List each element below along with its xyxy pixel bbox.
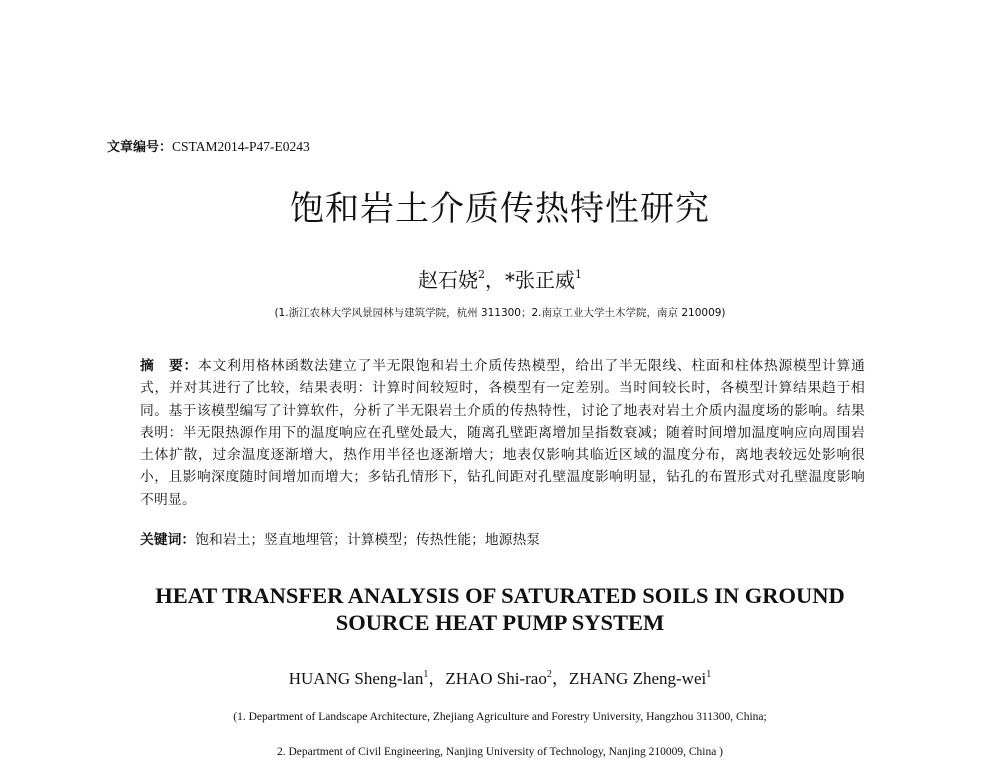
authors-chinese	[0, 262, 1000, 293]
article-number	[107, 136, 310, 155]
title-english	[0, 582, 1000, 636]
abstract-text: 本文利用格林函数法建立了半无限饱和岩土介质传热模型，给出了半无限线、柱面和柱体热源模型计算通式，并对其进行了比较，结果表明：计算时间较短时，各模型有一定差别。当时间较长时，各模型计算结果趋于相同。基于该模型编写了计算软件，分析了半无限岩土介质的传热特性，讨论了地表对岩土介质内温度场的影响。结果表明：半无限热源作用下的温度响应在孔壁处最大，随离孔壁距离增加呈指数衰减；随着时间增加温度响应向周围岩土体扩散，过余温度逐渐增大，热作用半径也逐渐增大；地表仅影响其临近区域的温度分布，离地表较远处影响很小，且影响深度随时间增加而增大；多钻孔情形下，钻孔间距对孔壁温度影响明显，钻孔的布置形式对孔壁温度影响不明显。	[140, 358, 865, 508]
author-en-1: HUANG Sheng-lan	[288, 669, 424, 688]
keywords-chinese	[140, 529, 865, 551]
author-cn-1: 赵石娆	[418, 268, 478, 292]
keywords-label: 关键词：	[140, 532, 196, 548]
author-cn-2: *张正威	[505, 268, 575, 292]
title-chinese: 饱和岩土介质传热特性研究	[290, 189, 710, 229]
article-number-label: 文章编号：	[107, 140, 173, 155]
authors-english	[0, 664, 1000, 690]
author-en-2: ZHAO Shi-rao	[445, 669, 547, 688]
keywords-text: 饱和岩土；竖直地埋管；计算模型；传热性能；地源热泵	[195, 532, 541, 548]
author-en-3-affil: 1	[706, 669, 712, 680]
affiliation-chinese: (1.浙江农林大学风景园林与建筑学院，杭州 311300；2.南京工业大学土木学院，南京 210009)	[274, 307, 726, 319]
author-en-separator-1: ，	[428, 669, 446, 688]
abstract-chinese	[140, 355, 865, 511]
author-cn-1-affil: 2	[478, 268, 485, 281]
title-english-line-2: SOURCE HEAT PUMP SYSTEM	[335, 610, 665, 635]
title-english-line-1: HEAT TRANSFER ANALYSIS OF SATURATED SOILS IN GROUND	[155, 583, 845, 608]
affiliation-english-line-1: (1. Department of Landscape Architecture, Zhejiang Agriculture and Forestry University, Hangzhou 311300, China;	[233, 711, 767, 723]
author-en-3: ZHANG Zheng-wei	[568, 669, 707, 688]
author-en-2-affil: 2	[546, 669, 552, 680]
author-en-separator-2: ，	[551, 669, 569, 688]
author-en-1-affil: 1	[423, 669, 429, 680]
author-separator: ，	[485, 268, 505, 292]
abstract-label: 摘 要：	[140, 358, 199, 374]
author-cn-2-affil: 1	[575, 268, 582, 281]
article-number-value: CSTAM2014-P47-E0243	[172, 139, 310, 154]
affiliation-english-line-2: 2. Department of Civil Engineering, Nanjing University of Technology, Nanjing 210009, China )	[276, 746, 724, 758]
